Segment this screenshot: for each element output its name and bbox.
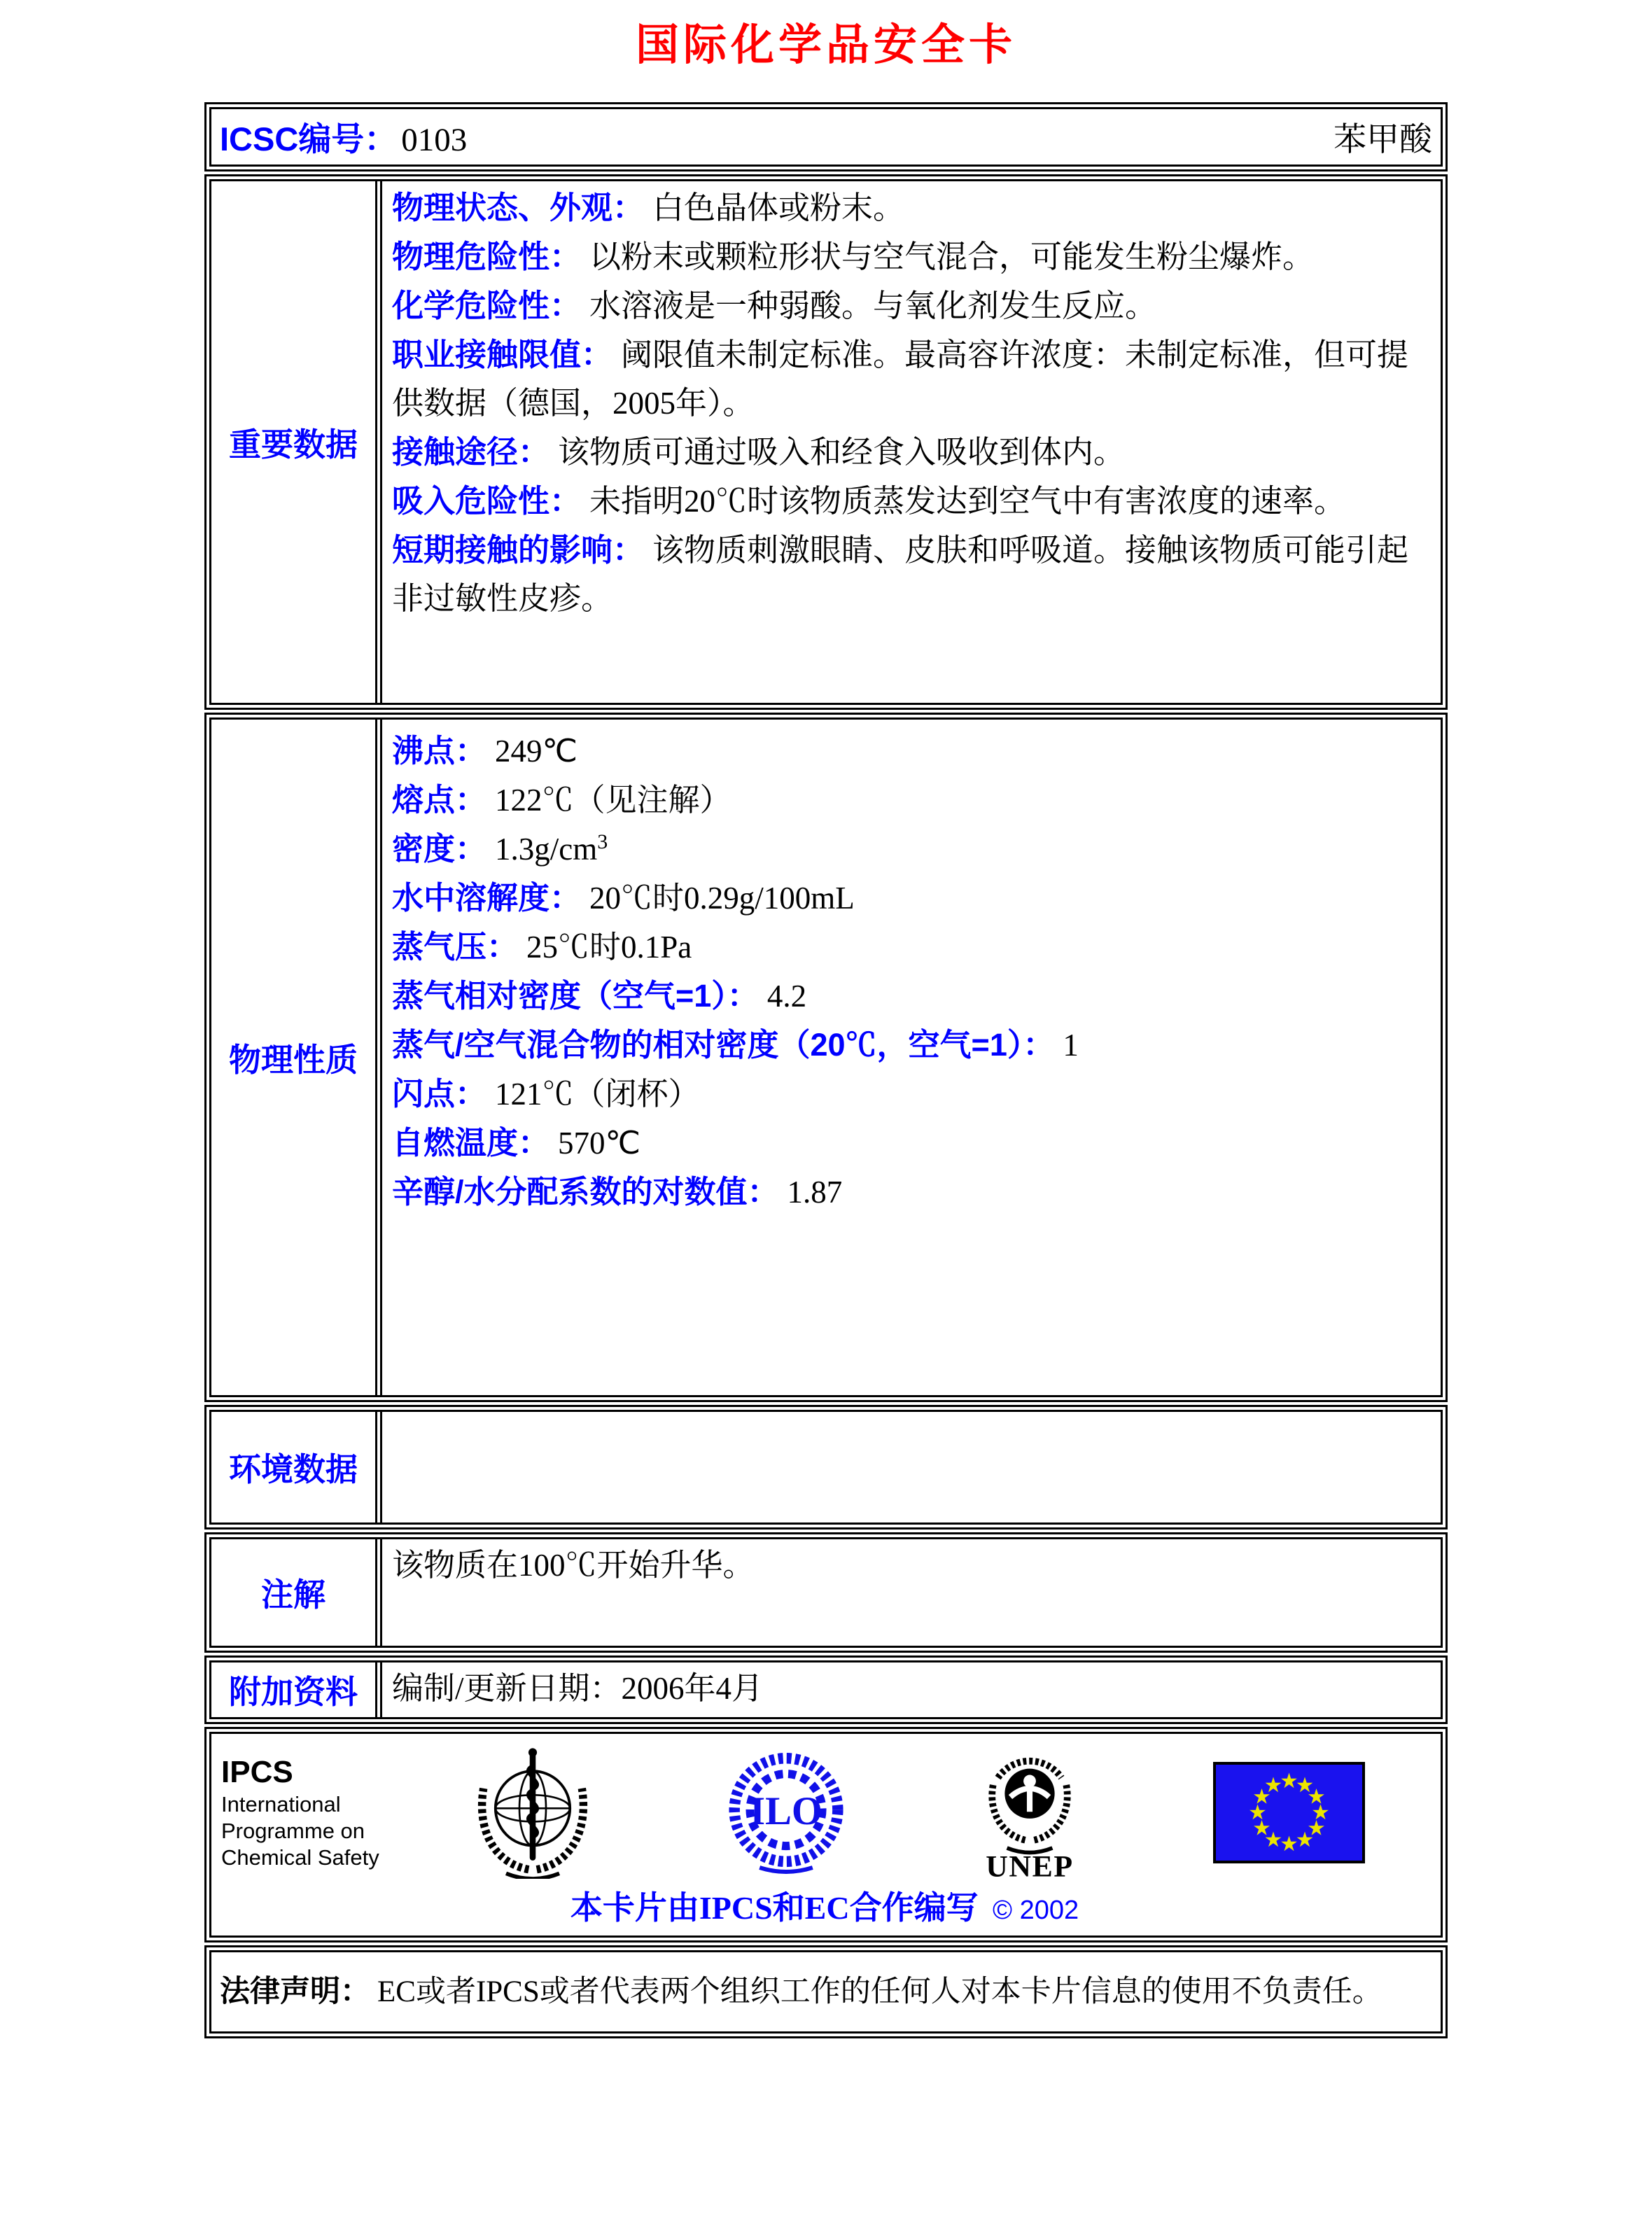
section-notes <box>204 1532 1448 1653</box>
property-value: 25℃时0.1Pa <box>526 930 692 965</box>
property-label: 水中溶解度： <box>392 880 582 916</box>
footer-copyright: © 2002 <box>993 1896 1079 1925</box>
data-line-label: 接触途径： <box>392 434 550 470</box>
logo-row <box>403 1744 1428 1881</box>
property-value: 1.87 <box>787 1175 843 1210</box>
data-line-text: 以粉末或颗粒形状与空气混合，可能发生粉尘爆炸。 <box>589 239 1315 274</box>
icsc-number-value: 0103 <box>401 122 468 158</box>
property-value: 122℃（见注解） <box>495 783 732 818</box>
notes-content: 该物质在100℃开始升华。 <box>392 1548 755 1583</box>
property-line <box>392 923 1434 972</box>
property-label: 蒸气/空气混合物的相对密度（20℃，空气=1）： <box>392 1027 1055 1063</box>
data-line-text: 阈限值未制定标准。最高容许浓度：未制定标准，但可提供数据（德国，2005年）。 <box>392 337 1409 421</box>
section-label-physical-properties: 物理性质 <box>211 720 382 1395</box>
property-line <box>392 874 1434 923</box>
section-label-notes: 注解 <box>211 1539 382 1646</box>
footer-logos-box <box>204 1727 1448 1942</box>
icsc-card <box>204 102 1448 2038</box>
ipcs-subtitle-line-3: Chemical Safety <box>221 1845 379 1870</box>
icsc-number-group <box>220 113 467 160</box>
section-environmental-data <box>204 1405 1448 1530</box>
section-label-important-data: 重要数据 <box>211 181 382 703</box>
property-line <box>392 972 1434 1021</box>
who-logo-icon <box>466 1746 599 1879</box>
property-line <box>392 1021 1434 1070</box>
data-line <box>392 232 1434 281</box>
superscript: 3 <box>597 830 608 853</box>
icsc-number-label: ICSC编号： <box>220 120 398 158</box>
unep-logo-text: UNEP <box>986 1849 1074 1881</box>
property-value: 1 <box>1063 1028 1079 1063</box>
property-value: 249℃ <box>495 734 578 769</box>
property-value: 20℃时0.29g/100mL <box>589 881 855 916</box>
data-line <box>392 477 1434 526</box>
legal-label: 法律声明： <box>220 1975 370 2008</box>
ipcs-title: IPCS <box>221 1755 293 1789</box>
data-line <box>392 183 1434 232</box>
footer-top-row <box>221 1744 1428 1881</box>
property-value: 570℃ <box>558 1126 641 1161</box>
eu-flag-icon <box>1213 1762 1365 1863</box>
property-line <box>392 727 1434 776</box>
data-line-label: 职业接触限值： <box>392 337 613 372</box>
physical-properties-content <box>382 720 1441 1395</box>
section-additional-info <box>204 1656 1448 1724</box>
section-physical-properties <box>204 713 1448 1402</box>
property-line <box>392 825 1434 874</box>
data-line-text: 未指明20℃时该物质蒸发达到空气中有害浓度的速率。 <box>589 484 1346 519</box>
ilo-logo-icon <box>726 1749 846 1876</box>
property-label: 沸点： <box>392 733 487 769</box>
property-label: 闪点： <box>392 1076 487 1112</box>
data-line-label: 物理危险性： <box>392 239 582 274</box>
data-line-label: 化学危险性： <box>392 288 582 323</box>
data-line <box>392 526 1434 623</box>
property-label: 自燃温度： <box>392 1125 550 1161</box>
property-line <box>392 1119 1434 1168</box>
data-line-text: 白色晶体或粉末。 <box>652 190 905 225</box>
ilo-logo-text: ILO <box>750 1790 823 1834</box>
section-label-environmental-data: 环境数据 <box>211 1412 382 1522</box>
data-line-text: 该物质可通过吸入和经食入吸收到体内。 <box>558 435 1126 470</box>
property-line <box>392 1168 1434 1217</box>
important-data-content <box>382 181 1441 703</box>
property-label: 蒸气相对密度（空气=1）： <box>392 978 759 1014</box>
header-row <box>204 102 1448 172</box>
ipcs-text-block <box>221 1754 403 1871</box>
property-label: 熔点： <box>392 782 487 818</box>
section-important-data <box>204 174 1448 710</box>
property-value: 4.2 <box>766 979 807 1014</box>
data-line-text: 该物质刺激眼睛、皮肤和呼吸道。接触该物质可能引起非过敏性皮疹。 <box>392 533 1409 616</box>
page-title: 国际化学品安全卡 <box>635 19 1016 70</box>
property-label: 辛醇/水分配系数的对数值： <box>392 1174 779 1210</box>
footer-caption-row <box>221 1882 1428 1928</box>
data-line-label: 吸入危险性： <box>392 483 582 519</box>
environmental-data-content <box>382 1412 1441 1522</box>
legal-box <box>204 1945 1448 2038</box>
ipcs-subtitle-line-1: International <box>221 1792 341 1816</box>
footer-caption: 本卡片由IPCS和EC合作编写 <box>570 1890 979 1926</box>
section-label-additional-info: 附加资料 <box>211 1662 382 1717</box>
legal-text: EC或者IPCS或者代表两个组织工作的任何人对本卡片信息的使用不负责任。 <box>377 1975 1382 2008</box>
data-line <box>392 330 1434 428</box>
property-line <box>392 1070 1434 1119</box>
data-line <box>392 281 1434 330</box>
property-value: 121℃（闭杯） <box>495 1077 700 1112</box>
property-value: 1.3g/cm <box>495 832 598 867</box>
property-label: 蒸气压： <box>392 929 519 965</box>
substance-name: 苯甲酸 <box>1334 122 1432 158</box>
data-line-label: 物理状态、外观： <box>392 190 645 225</box>
data-line-text: 水溶液是一种弱酸。与氧化剂发生反应。 <box>589 288 1157 323</box>
property-label: 密度： <box>392 831 487 867</box>
data-line-label: 短期接触的影响： <box>392 532 645 568</box>
property-line <box>392 776 1434 825</box>
data-line <box>392 428 1434 477</box>
ipcs-subtitle-line-2: Programme on <box>221 1819 365 1843</box>
additional-info-content: 编制/更新日期：2006年4月 <box>392 1671 764 1706</box>
unep-logo-icon <box>973 1744 1086 1881</box>
